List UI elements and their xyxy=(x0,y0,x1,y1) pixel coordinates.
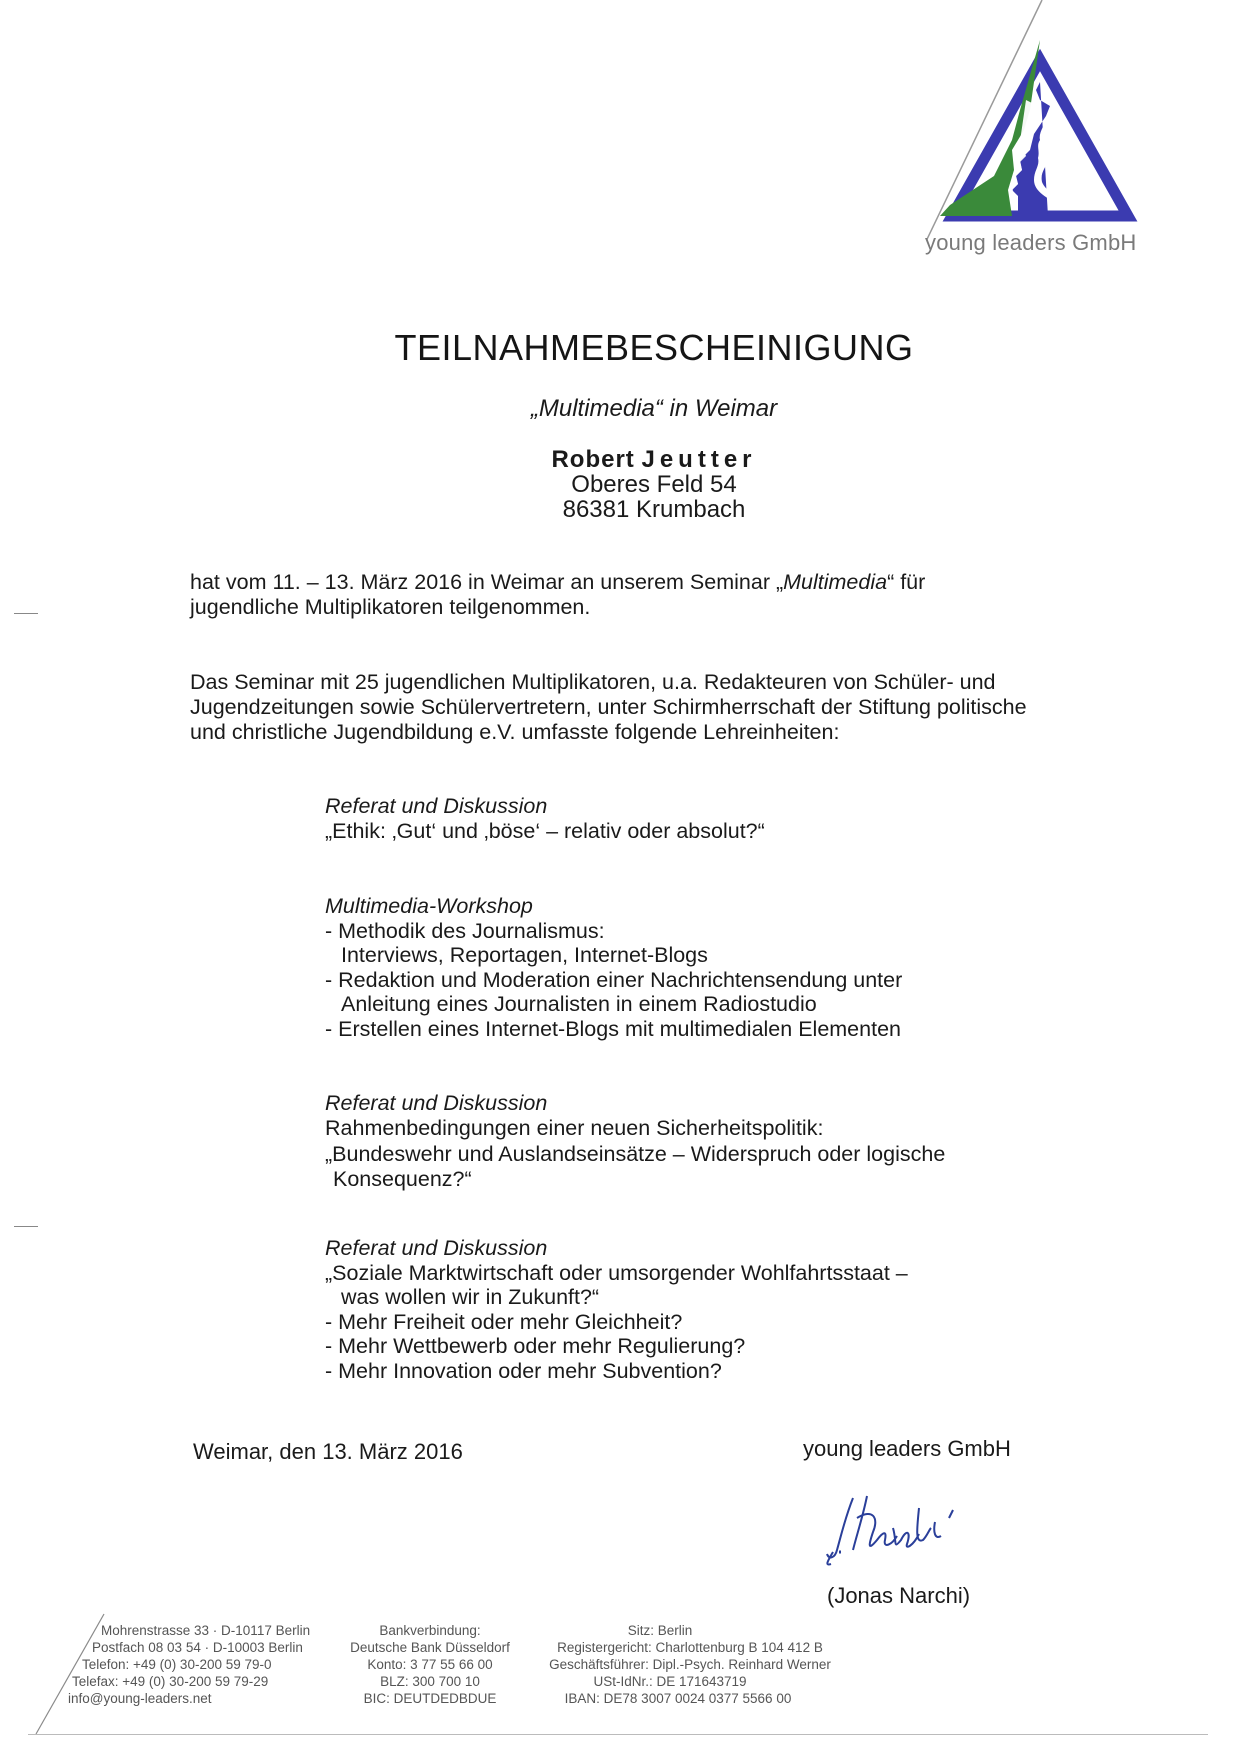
unit-line: was wollen wir in Zukunft?“ xyxy=(341,1285,600,1309)
unit-line: - Methodik des Journalismus: xyxy=(325,918,605,943)
margin-fold-mark xyxy=(14,1226,38,1227)
intro-text-part2: “ für xyxy=(887,570,926,594)
unit-line: Konsequenz?“ xyxy=(333,1166,472,1191)
footer-line: Deutsche Bank Düsseldorf xyxy=(350,1640,510,1655)
footer-line: Postfach 08 03 54 · D-10003 Berlin xyxy=(92,1640,303,1655)
recipient-address xyxy=(0,447,1240,522)
document-subtitle: „Multimedia“ in Weimar xyxy=(530,395,778,422)
footer-legal xyxy=(520,1622,860,1707)
description-line: Das Seminar mit 25 jugendlichen Multiplikatoren, u.a. Redakteuren von Schüler- und xyxy=(190,670,996,694)
footer-line: Telefax: +49 (0) 30-200 59 79-29 xyxy=(72,1674,269,1689)
footer-address xyxy=(68,1622,328,1707)
unit-line: - Mehr Wettbewerb oder mehr Regulierung? xyxy=(325,1334,746,1358)
unit-heading: Referat und Diskussion xyxy=(325,794,548,818)
place-date: Weimar, den 13. März 2016 xyxy=(193,1439,463,1464)
unit-line: Rahmenbedingungen einer neuen Sicherheitspolitik: xyxy=(325,1115,824,1140)
document-title: TEILNAHMEBESCHEINIGUNG xyxy=(394,327,914,368)
footer-line: Sitz: Berlin xyxy=(627,1623,693,1638)
recipient-name xyxy=(0,447,1240,472)
unit-heading: Referat und Diskussion xyxy=(325,1091,548,1115)
unit-heading: Referat und Diskussion xyxy=(325,1236,548,1260)
unit-sicherheitspolitik xyxy=(325,1091,1125,1191)
unit-line: Interviews, Reportagen, Internet-Blogs xyxy=(341,943,708,967)
description-line: und christliche Jugendbildung e.V. umfasste folgende Lehreinheiten: xyxy=(190,720,840,744)
unit-marktwirtschaft xyxy=(325,1236,1125,1383)
unit-multimedia-workshop xyxy=(325,894,1125,1041)
footer-bank xyxy=(330,1622,530,1707)
intro-text-line2: jugendliche Multiplikatoren teilgenommen. xyxy=(190,595,591,619)
unit-line: - Mehr Innovation oder mehr Subvention? xyxy=(325,1358,722,1383)
page-bottom-edge xyxy=(28,1734,1208,1735)
footer-line: Registergericht: Charlottenburg B 104 412 B xyxy=(557,1640,823,1655)
recipient-first-name: Robert xyxy=(551,446,635,473)
footer-line[interactable]: info@young-leaders.net xyxy=(68,1691,212,1706)
recipient-street: Oberes Feld 54 xyxy=(571,471,737,498)
footer-line: USt-IdNr.: DE 171643719 xyxy=(593,1674,747,1689)
footer-line: Geschäftsführer: Dipl.-Psych. Reinhard Werner xyxy=(549,1657,831,1672)
unit-heading: Multimedia-Workshop xyxy=(325,894,533,918)
unit-ethik xyxy=(325,794,1125,843)
intro-paragraph xyxy=(190,570,1120,620)
logo-company-name: young leaders GmbH xyxy=(925,230,1137,255)
company-signature-name: young leaders GmbH xyxy=(803,1436,1011,1461)
margin-fold-mark xyxy=(14,613,38,614)
unit-line: - Mehr Freiheit oder mehr Gleichheit? xyxy=(325,1309,683,1334)
handwritten-signature xyxy=(823,1488,983,1568)
footer-line: IBAN: DE78 3007 0024 0377 5566 00 xyxy=(564,1691,792,1706)
description-line: Jugendzeitungen sowie Schülervertretern, unter Schirmherrschaft der Stiftung politische xyxy=(190,695,1027,719)
unit-line: Anleitung eines Journalisten in einem Radiostudio xyxy=(341,992,817,1016)
unit-line: - Erstellen eines Internet-Blogs mit multimedialen Elementen xyxy=(325,1016,901,1041)
footer-line: Bankverbindung: xyxy=(379,1623,481,1638)
footer-line: BIC: DEUTDEDBDUE xyxy=(363,1691,497,1706)
recipient-city: 86381 Krumbach xyxy=(562,496,746,523)
company-logo xyxy=(900,0,1140,240)
description-paragraph xyxy=(190,670,1120,745)
recipient-last-name: Jeutter xyxy=(641,446,757,473)
intro-text-part1: hat vom 11. – 13. März 2016 in Weimar an unserem Seminar „ xyxy=(190,570,784,594)
footer-line: Mohrenstrasse 33 · D-10117 Berlin xyxy=(101,1623,311,1638)
unit-line: - Redaktion und Moderation einer Nachrichtensendung unter xyxy=(325,967,903,992)
signer-name: (Jonas Narchi) xyxy=(827,1583,971,1608)
intro-seminar-name: Multimedia xyxy=(783,570,888,594)
footer-line: Konto: 3 77 55 66 00 xyxy=(367,1657,493,1672)
footer-line: BLZ: 300 700 10 xyxy=(380,1674,480,1689)
unit-line: „Bundeswehr und Auslandseinsätze – Widerspruch oder logische xyxy=(325,1142,946,1166)
unit-line: „Soziale Marktwirtschaft oder umsorgender Wohlfahrtsstaat – xyxy=(325,1260,908,1285)
unit-line: „Ethik: ‚Gut‘ und ‚böse‘ – relativ oder absolut?“ xyxy=(325,818,765,843)
footer-line: Telefon: +49 (0) 30-200 59 79-0 xyxy=(82,1657,272,1672)
